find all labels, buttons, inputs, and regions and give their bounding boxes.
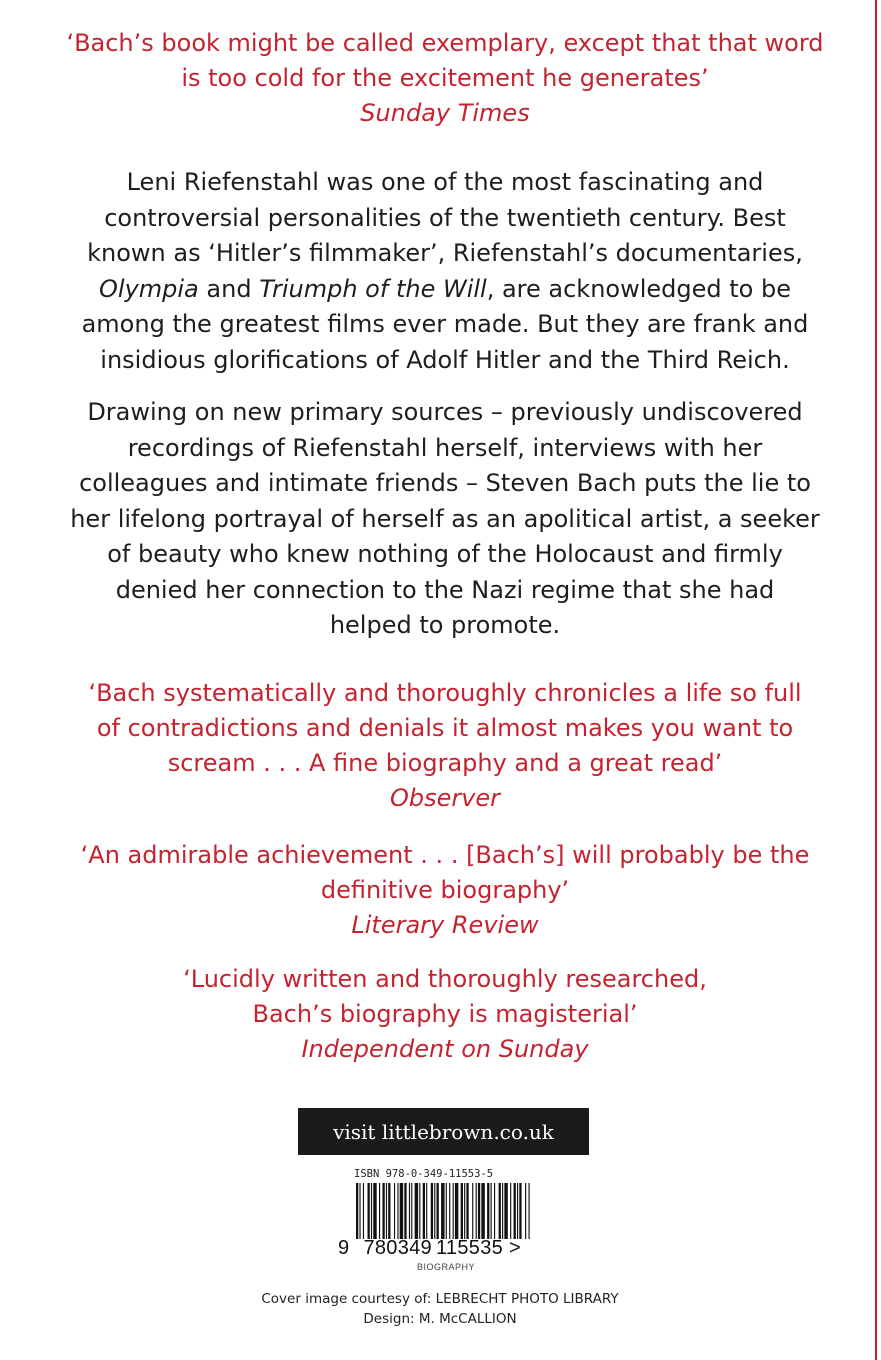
quote-source: Observer — [389, 784, 501, 812]
barcode-bar — [373, 1183, 376, 1239]
edge-rule — [875, 0, 877, 1360]
blurb-line: Leni Riefenstahl was one of the most fascinating and — [126, 168, 764, 196]
publisher-website-text: visit littlebrown.co.uk — [333, 1119, 554, 1144]
blurb-line: of beauty who knew nothing of the Holocaust and firmly — [107, 540, 783, 568]
barcode-bar — [434, 1183, 435, 1239]
cover-credit: Cover image courtesy of: LEBRECHT PHOTO LIBRARY — [261, 1291, 619, 1307]
barcode-bar — [481, 1183, 484, 1239]
barcode-bar — [446, 1183, 447, 1239]
barcode-bar — [466, 1183, 468, 1239]
blurb-line: Drawing on new primary sources – previously undiscovered — [87, 398, 803, 426]
barcode-bar — [423, 1183, 425, 1239]
quote-line: of contradictions and denials it almost makes you want to — [96, 714, 794, 742]
barcode-bar — [356, 1183, 358, 1239]
blurb-line — [30, 272, 860, 308]
quote-line: ‘Bach’s book might be called exemplary, except that that word — [66, 29, 824, 57]
barcode-digits — [338, 1237, 548, 1260]
barcode-bar — [514, 1183, 516, 1239]
barcode-bar — [419, 1183, 420, 1239]
barcode-category: BIOGRAPHY — [416, 1262, 475, 1272]
review-quote-observer — [30, 676, 860, 816]
quote-source: Sunday Times — [360, 99, 530, 127]
barcode-bar — [411, 1183, 412, 1239]
quote-source: Independent on Sunday — [301, 1035, 589, 1063]
barcode-arrow: > — [509, 1237, 522, 1259]
barcode-bar — [437, 1183, 439, 1239]
barcode-bar — [504, 1183, 507, 1239]
barcode-bar — [449, 1183, 450, 1239]
barcode-bar — [461, 1183, 463, 1239]
blurb-text: and — [198, 274, 260, 303]
quote-line: ‘Lucidly written and thoroughly researched, — [183, 965, 707, 993]
blurb-text: , are acknowledged to be — [486, 274, 791, 303]
barcode-digit-lead: 9 — [338, 1237, 350, 1259]
barcode-bar — [478, 1183, 480, 1239]
barcode-bar — [525, 1183, 526, 1239]
blurb-line: helped to promote. — [329, 611, 561, 639]
barcode-bar — [363, 1183, 364, 1239]
barcode-bar — [431, 1183, 433, 1239]
barcode-bar — [441, 1183, 444, 1239]
quote-line: definitive biography’ — [320, 876, 570, 904]
design-credit: Design: M. McCALLION — [363, 1311, 517, 1327]
blurb-line: recordings of Riefenstahl herself, interviews with her — [127, 433, 763, 462]
barcode-bar — [476, 1183, 477, 1239]
barcode-bar — [371, 1183, 372, 1239]
blurb-line: controversial personalities of the twentieth century. Best — [104, 203, 786, 232]
blurb-line: insidious glorifications of Adolf Hitler and the Third Reich. — [100, 345, 790, 374]
quote-line: ‘An admirable achievement . . . [Bach’s] will probably be the — [80, 841, 810, 869]
blurb-line: colleagues and intimate friends – Steven Bach puts the lie to — [79, 469, 811, 497]
quote-line: is too cold for the excitement he generates’ — [181, 64, 709, 92]
barcode-bar — [379, 1183, 380, 1239]
barcode-bar — [529, 1183, 530, 1239]
blurb-line: known as ‘Hitler’s filmmaker’, Riefenstahl’s documentaries, — [87, 239, 803, 267]
review-quote-sunday-times — [30, 26, 860, 131]
blurb-line: denied her connection to the Nazi regime that she had — [115, 575, 775, 604]
credits — [140, 1289, 740, 1329]
barcode-bar — [472, 1183, 473, 1239]
quote-source: Literary Review — [351, 911, 539, 939]
barcode-bar — [388, 1183, 390, 1239]
blurb-paragraph-1 — [30, 165, 860, 378]
barcode-bar — [382, 1183, 384, 1239]
barcode-bar — [519, 1183, 521, 1239]
barcode-bar — [510, 1183, 511, 1239]
barcode-digit-group-right: 115535 — [435, 1237, 504, 1259]
barcode-bar — [455, 1183, 458, 1239]
quote-line: ‘Bach systematically and thoroughly chronicles a life so full — [88, 679, 802, 707]
blurb-line: among the greatest films ever made. But they are frank and — [81, 310, 809, 338]
quote-line: Bach’s biography is magisterial’ — [252, 1000, 638, 1028]
barcode-bar — [359, 1183, 360, 1239]
review-quote-independent — [30, 962, 860, 1067]
barcode-bar — [386, 1183, 387, 1239]
barcode-image — [356, 1183, 532, 1239]
review-quote-literary-review — [30, 838, 860, 943]
barcode-bar — [404, 1183, 406, 1239]
barcode-digit-group-left: 780349 — [363, 1237, 432, 1259]
barcode-bar — [409, 1183, 410, 1239]
barcode-bar — [487, 1183, 489, 1239]
publisher-website-box — [298, 1108, 589, 1155]
film-title-olympia: Olympia — [99, 274, 199, 303]
barcode-bar — [400, 1183, 403, 1239]
film-title-triumph: Triumph of the Will — [259, 274, 487, 303]
blurb-line: her lifelong portrayal of herself as an apolitical artist, a seeker — [70, 504, 820, 533]
barcode-bar — [494, 1183, 495, 1239]
barcode-bar — [394, 1183, 395, 1239]
barcode-bar — [453, 1183, 454, 1239]
barcode-bar — [426, 1183, 427, 1239]
barcode-bar — [397, 1183, 398, 1239]
barcode-bar — [464, 1183, 465, 1239]
barcode-bar — [491, 1183, 492, 1239]
quote-line: scream . . . A fine biography and a great read’ — [167, 749, 723, 777]
barcode-bar — [517, 1183, 518, 1239]
blurb-paragraph-2 — [30, 395, 860, 644]
barcode-bar — [415, 1183, 418, 1239]
barcode-bar — [499, 1183, 501, 1239]
isbn-number: ISBN 978-0-349-11553-5 — [354, 1168, 494, 1180]
barcode-bar — [502, 1183, 503, 1239]
barcode-bar — [368, 1183, 370, 1239]
